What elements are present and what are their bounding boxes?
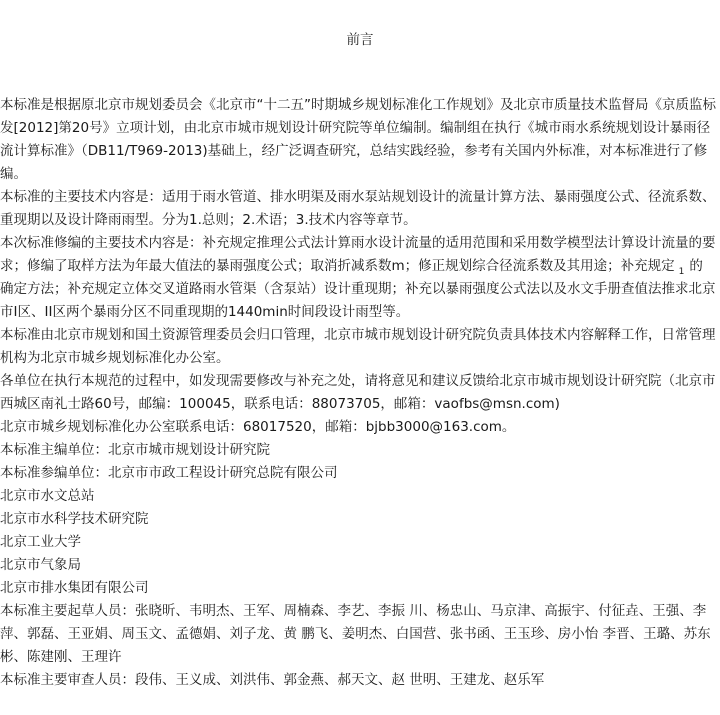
paragraph-feedback: 各单位在执行本规范的过程中，如发现需要修改与补充之处，请将意见和建议反馈给北京市城市规划设计研究院（北京市西城区南礼士路60号，邮编：100045，联系电话：88073705，邮箱：vaofbs@msn.com) <box>0 373 716 412</box>
paragraph-management: 本标准由北京市规划和国土资源管理委员会归口管理，北京市城市规划设计研究院负责具体技术内容解释工作，日常管理机构为北京市城乡规划标准化办公室。 <box>0 327 716 366</box>
participating-unit-1: 本标准参编单位：北京市市政工程设计研究总院有限公司 <box>0 465 338 481</box>
participating-unit-4: 北京工业大学 <box>0 534 81 550</box>
participating-unit-3: 北京市水科学技术研究院 <box>0 511 149 527</box>
participating-unit-2: 北京市水文总站 <box>0 488 95 504</box>
paragraph-basis: 本标准是根据原北京市规划委员会《北京市“十二五”时期城乡规划标准化工作规划》及北京市质量技术监督局《京质监标发[2012]第20号》立项计划，由北京市城市规划设计研究院等单位编制。编制组在执行《城市雨水系统规划设计暴雨径流计算标准》（DB11/T969-2013)基础上，经广泛调查研究，总结实践经验，参考有关国内外标准，对本标准进行了修编。 <box>0 97 716 182</box>
participating-unit-5: 北京市气象局 <box>0 557 81 573</box>
revision-text-part2: 的确定方法；补充规定立体交叉道路雨水管渠（含泵站）设计重现期；补充以暴雨强度公式法以及水文手册查值法推求北京市I区、II区两个暴雨分区不同重现期的1440min时间段设计雨型等。 <box>0 258 716 320</box>
revision-subscript: 1 <box>678 267 685 277</box>
chief-editor-unit: 本标准主编单位：北京市城市规划设计研究院 <box>0 442 270 458</box>
paragraph-office-contact: 北京市城乡规划标准化办公室联系电话：68017520，邮箱：bjbb3000@163.com。 <box>0 419 516 435</box>
paragraph-main-content: 本标准的主要技术内容是：适用于雨水管道、排水明渠及雨水泵站规划设计的流量计算方法、暴雨强度公式、径流系数、重现期以及设计降雨雨型。分为1.总则；2.术语；3.技术内容等章节。 <box>0 189 716 228</box>
paragraph-revision <box>0 232 716 324</box>
drafters-list: 本标准主要起草人员：张晓昕、韦明杰、王军、周楠森、李艺、李振 川、杨忠山、马京津、高振宇、付征垚、王强、李 萍、郭磊、王亚娟、周玉文、孟德娟、刘子龙、黄 鹏飞、姜明杰、白国营、张书函、王玉珍、房小怡 李晋、王璐、苏东彬、陈建刚、王理许 <box>0 603 711 665</box>
participating-unit-6: 北京市排水集团有限公司 <box>0 580 149 596</box>
document-body <box>0 94 716 692</box>
revision-text-part1: 本次标准修编的主要技术内容是：补充规定推理公式法计算雨水设计流量的适用范围和采用数学模型法计算设计流量的要求；修编了取样方法为年最大值法的暴雨强度公式；取消折减系数m；修正规划综合径流系数及其用途；补充规定 <box>0 235 716 274</box>
page-title: 前言 <box>346 32 374 48</box>
reviewers-list: 本标准主要审查人员：段伟、王义成、刘洪伟、郭金燕、郝天文、赵 世明、王建龙、赵乐军 <box>0 672 545 688</box>
